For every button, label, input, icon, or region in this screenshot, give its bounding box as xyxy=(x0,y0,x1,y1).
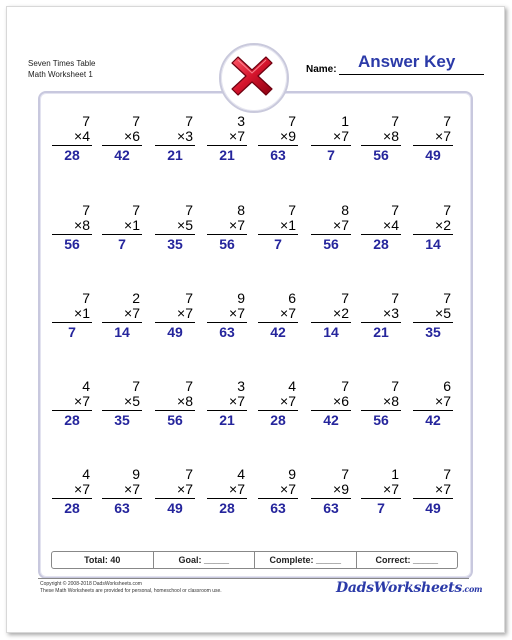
name-underline xyxy=(339,74,484,75)
problem-answer: 56 xyxy=(373,147,389,163)
red-x-icon xyxy=(229,53,275,99)
problem-answer: 28 xyxy=(270,412,286,428)
stat-goal: Goal: _____ xyxy=(154,552,256,568)
problem xyxy=(155,379,195,428)
problem-multiplier: ×3 xyxy=(361,306,401,323)
problem-multiplicand: 6 xyxy=(288,290,296,306)
problem xyxy=(207,467,247,516)
problem-multiplier: ×3 xyxy=(155,129,195,146)
problem-multiplicand: 7 xyxy=(443,466,451,482)
problem xyxy=(311,203,351,252)
problem xyxy=(102,203,142,252)
problem-multiplicand: 7 xyxy=(341,466,349,482)
stat-total: Total: 40 xyxy=(52,552,154,568)
problem-multiplicand: 8 xyxy=(341,202,349,218)
problem xyxy=(52,379,92,428)
problem-answer: 28 xyxy=(64,500,80,516)
problem-multiplicand: 7 xyxy=(132,113,140,129)
problem-multiplier: ×7 xyxy=(258,482,298,499)
logo-domain: .com xyxy=(461,584,483,594)
problem-multiplier: ×7 xyxy=(258,306,298,323)
problem xyxy=(207,203,247,252)
problem-answer: 21 xyxy=(219,412,235,428)
problem xyxy=(207,291,247,340)
problem-multiplicand: 9 xyxy=(237,290,245,306)
problem-multiplier: ×7 xyxy=(258,394,298,411)
problem-multiplier: ×1 xyxy=(258,218,298,235)
problem-multiplier: ×7 xyxy=(413,394,453,411)
problem xyxy=(207,379,247,428)
problem xyxy=(102,291,142,340)
problem-answer: 14 xyxy=(114,324,130,340)
problem-answer: 21 xyxy=(219,147,235,163)
problem-multiplier: ×7 xyxy=(311,218,351,235)
problem-multiplicand: 7 xyxy=(391,202,399,218)
problem-multiplicand: 7 xyxy=(391,113,399,129)
problem-answer: 63 xyxy=(323,500,339,516)
problem-multiplier: ×8 xyxy=(52,218,92,235)
problem-multiplier: ×7 xyxy=(102,482,142,499)
problem-multiplier: ×9 xyxy=(258,129,298,146)
problem-answer: 63 xyxy=(270,147,286,163)
problem-multiplicand: 7 xyxy=(341,290,349,306)
problem-multiplier: ×5 xyxy=(155,218,195,235)
problem-multiplier: ×7 xyxy=(102,306,142,323)
problem-multiplicand: 7 xyxy=(185,290,193,306)
answer-key-title: Answer Key xyxy=(358,52,456,71)
problem-answer: 56 xyxy=(64,236,80,252)
stat-correct: Correct: _____ xyxy=(375,555,439,565)
problem xyxy=(311,467,351,516)
logo-text: DadsWorksheets xyxy=(336,580,462,596)
problem-multiplier: ×7 xyxy=(207,218,247,235)
site-logo xyxy=(336,580,482,596)
problem-multiplicand: 2 xyxy=(132,290,140,306)
problem xyxy=(361,291,401,340)
problem xyxy=(207,114,247,163)
problem-answer: 56 xyxy=(219,236,235,252)
name-label: Name: xyxy=(306,64,337,75)
badge xyxy=(219,43,289,113)
problem xyxy=(413,467,453,516)
problem-answer: 42 xyxy=(270,324,286,340)
problem-multiplicand: 4 xyxy=(82,378,90,394)
problem-multiplier: ×5 xyxy=(413,306,453,323)
problem-answer: 14 xyxy=(323,324,339,340)
problem-multiplier: ×7 xyxy=(207,306,247,323)
problem xyxy=(155,291,195,340)
problem-answer: 42 xyxy=(323,412,339,428)
problem-multiplier: ×2 xyxy=(413,218,453,235)
problem xyxy=(155,114,195,163)
problem-answer: 7 xyxy=(118,236,126,252)
problem xyxy=(258,379,298,428)
problem-answer: 56 xyxy=(167,412,183,428)
problem-multiplicand: 7 xyxy=(132,202,140,218)
problem-multiplier: ×8 xyxy=(155,394,195,411)
worksheet-title-line2: Math Worksheet 1 xyxy=(28,70,93,79)
problem xyxy=(413,379,453,428)
problem-multiplicand: 8 xyxy=(237,202,245,218)
problem-multiplicand: 4 xyxy=(82,466,90,482)
problem-answer: 28 xyxy=(64,147,80,163)
problem xyxy=(413,291,453,340)
problem xyxy=(361,203,401,252)
problem-answer: 42 xyxy=(425,412,441,428)
problem-answer: 35 xyxy=(114,412,130,428)
problem-answer: 35 xyxy=(167,236,183,252)
problem-multiplicand: 9 xyxy=(288,466,296,482)
problem xyxy=(258,291,298,340)
problem-multiplier: ×8 xyxy=(361,394,401,411)
problem xyxy=(413,203,453,252)
problem-multiplicand: 4 xyxy=(288,378,296,394)
problem-multiplier: ×7 xyxy=(155,306,195,323)
problem-multiplicand: 7 xyxy=(185,113,193,129)
problem xyxy=(361,114,401,163)
problem-multiplier: ×1 xyxy=(52,306,92,323)
problem-multiplicand: 7 xyxy=(132,378,140,394)
problem-multiplier: ×6 xyxy=(102,129,142,146)
worksheet-title xyxy=(28,58,95,80)
problem-multiplicand: 1 xyxy=(341,113,349,129)
problem-multiplier: ×6 xyxy=(311,394,351,411)
stat-complete: Complete: _____ xyxy=(255,552,357,568)
problem-multiplicand: 6 xyxy=(443,378,451,394)
problem-multiplier: ×7 xyxy=(413,482,453,499)
footer-divider xyxy=(38,578,469,579)
problem-answer: 56 xyxy=(373,412,389,428)
problem xyxy=(52,114,92,163)
problem-answer: 49 xyxy=(167,500,183,516)
problem-answer: 21 xyxy=(373,324,389,340)
problem xyxy=(413,114,453,163)
problem-answer: 63 xyxy=(270,500,286,516)
problem-answer: 7 xyxy=(327,147,335,163)
problem-multiplicand: 3 xyxy=(237,113,245,129)
problem-answer: 28 xyxy=(219,500,235,516)
problem-answer: 28 xyxy=(64,412,80,428)
problem-answer: 49 xyxy=(167,324,183,340)
problem-multiplier: ×7 xyxy=(207,482,247,499)
problem xyxy=(258,467,298,516)
problem-multiplicand: 9 xyxy=(132,466,140,482)
usage-line: These Math Worksheets are provided for personal, homeschool or classroom use. xyxy=(40,588,222,594)
problem-multiplicand: 7 xyxy=(82,202,90,218)
problem-multiplier: ×4 xyxy=(361,218,401,235)
problem xyxy=(361,467,401,516)
problem-answer: 42 xyxy=(114,147,130,163)
name-field xyxy=(306,52,486,76)
problem-multiplier: ×1 xyxy=(102,218,142,235)
problem-multiplier: ×9 xyxy=(311,482,351,499)
problem-multiplier: ×4 xyxy=(52,129,92,146)
worksheet-title-line1: Seven Times Table xyxy=(28,59,96,68)
problem-multiplier: ×7 xyxy=(52,394,92,411)
problem-multiplier: ×2 xyxy=(311,306,351,323)
problem-multiplier: ×8 xyxy=(361,129,401,146)
problem xyxy=(258,203,298,252)
problem-multiplicand: 7 xyxy=(391,378,399,394)
problem-multiplicand: 1 xyxy=(391,466,399,482)
copyright-line: Copyright © 2008-2018 DadsWorksheets.com xyxy=(40,581,142,587)
problem xyxy=(102,114,142,163)
problem-answer: 56 xyxy=(323,236,339,252)
problem-multiplier: ×7 xyxy=(311,129,351,146)
problem-multiplicand: 7 xyxy=(341,378,349,394)
problem-multiplicand: 7 xyxy=(288,113,296,129)
copyright-notice xyxy=(40,581,222,595)
problem-answer: 28 xyxy=(373,236,389,252)
problem-multiplier: ×7 xyxy=(52,482,92,499)
problem-multiplicand: 7 xyxy=(443,113,451,129)
problem-multiplier: ×7 xyxy=(207,394,247,411)
problem-answer: 63 xyxy=(219,324,235,340)
problem-multiplicand: 7 xyxy=(288,202,296,218)
problem-answer: 7 xyxy=(274,236,282,252)
problem xyxy=(311,291,351,340)
problem-multiplicand: 7 xyxy=(82,113,90,129)
problem xyxy=(52,291,92,340)
problem-answer: 14 xyxy=(425,236,441,252)
problem-multiplier: ×7 xyxy=(207,129,247,146)
problem xyxy=(52,203,92,252)
problem xyxy=(361,379,401,428)
problem-multiplicand: 7 xyxy=(443,202,451,218)
problem xyxy=(52,467,92,516)
problem-answer: 7 xyxy=(68,324,76,340)
problem xyxy=(258,114,298,163)
problem-multiplier: ×7 xyxy=(155,482,195,499)
problem xyxy=(155,203,195,252)
problem-answer: 63 xyxy=(114,500,130,516)
problem-multiplicand: 7 xyxy=(185,466,193,482)
problem-answer: 7 xyxy=(377,500,385,516)
problem-multiplicand: 7 xyxy=(443,290,451,306)
problem-multiplicand: 7 xyxy=(391,290,399,306)
problem-answer: 21 xyxy=(167,147,183,163)
problem-multiplier: ×5 xyxy=(102,394,142,411)
problem-multiplicand: 3 xyxy=(237,378,245,394)
problem-multiplier: ×7 xyxy=(413,129,453,146)
problem xyxy=(102,467,142,516)
problem xyxy=(102,379,142,428)
problem xyxy=(311,379,351,428)
problem-multiplicand: 7 xyxy=(82,290,90,306)
stats-bar xyxy=(51,551,458,569)
problem-answer: 49 xyxy=(425,500,441,516)
problem-multiplicand: 7 xyxy=(185,202,193,218)
problem-answer: 49 xyxy=(425,147,441,163)
problem-multiplicand: 4 xyxy=(237,466,245,482)
problem-answer: 35 xyxy=(425,324,441,340)
problem xyxy=(155,467,195,516)
problem-multiplicand: 7 xyxy=(185,378,193,394)
problem xyxy=(311,114,351,163)
problem-multiplier: ×7 xyxy=(361,482,401,499)
